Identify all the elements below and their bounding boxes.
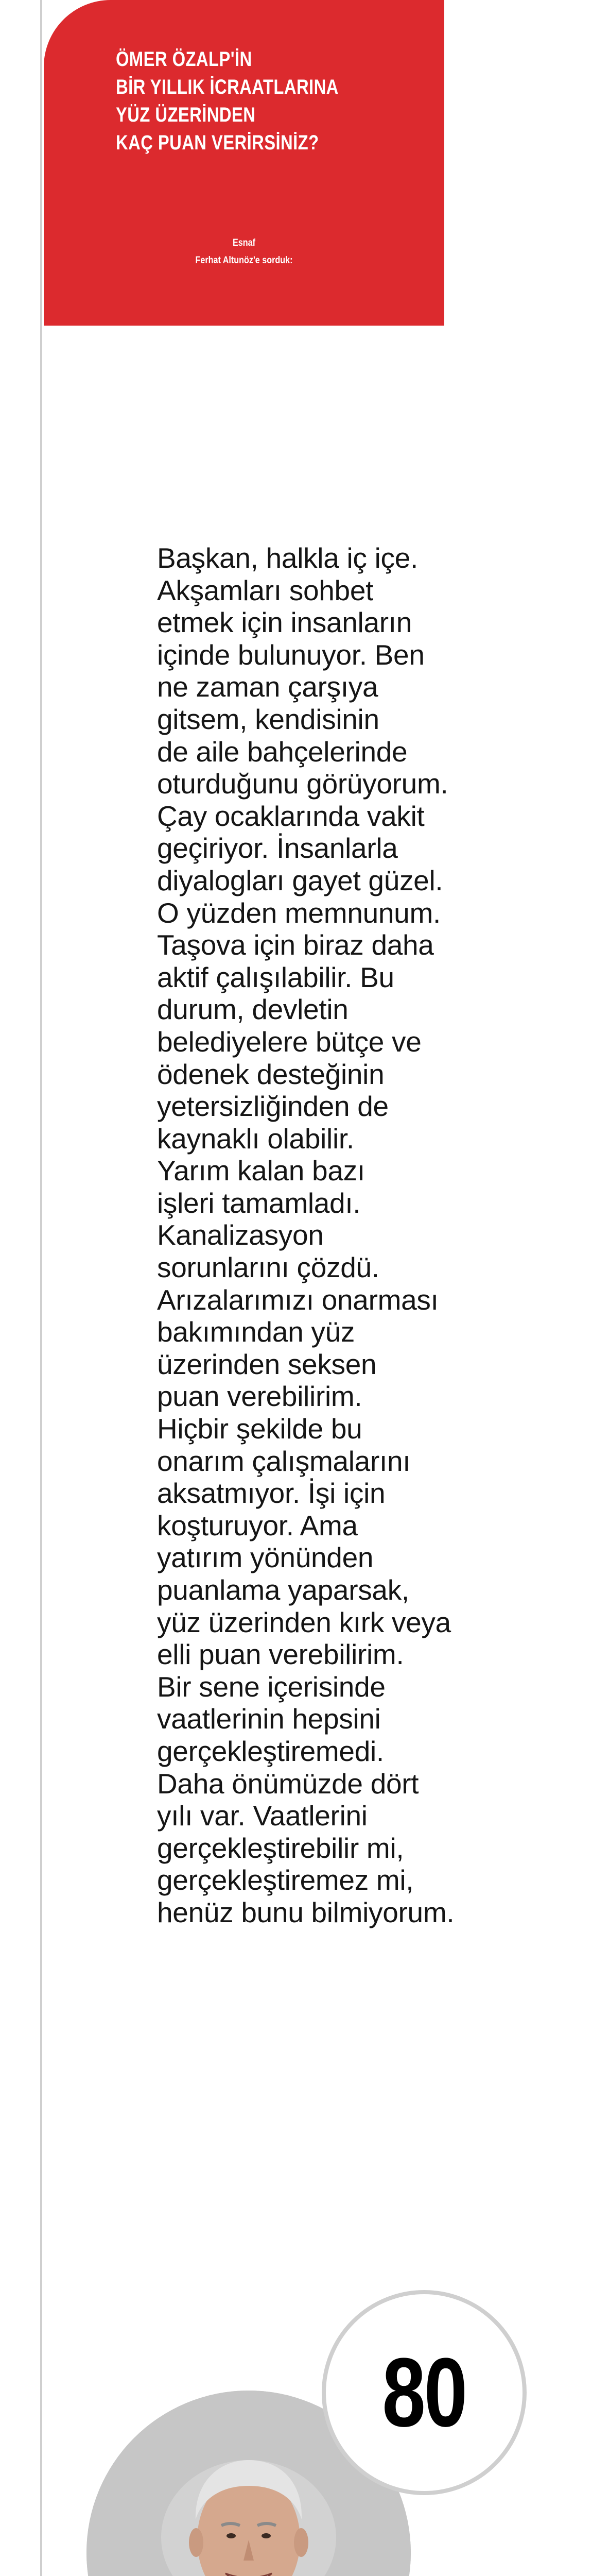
article-line: sorunlarını çözdü.	[157, 1251, 379, 1284]
article-line: aktif çalışılabilir. Bu	[157, 961, 394, 993]
article-line: gitsem, kendisinin	[157, 703, 379, 735]
article-line: elli puan verebilirim.	[157, 1638, 404, 1671]
interviewee-occupation: Esnaf	[233, 238, 255, 248]
article-line: henüz bunu bilmiyorum.	[157, 1896, 455, 1928]
article-line: üzerinden seksen	[157, 1348, 377, 1380]
article-line: Çay ocaklarında vakit	[157, 800, 425, 832]
article-line: yetersizliğinden de	[157, 1090, 389, 1123]
article-line: O yüzden memnunum.	[157, 896, 441, 929]
article-line: Akşamları sohbet	[157, 574, 374, 606]
article-body	[157, 542, 528, 1929]
article-line: Hiçbir şekilde bu	[157, 1413, 362, 1445]
article-line: diyalogları gayet güzel.	[157, 864, 443, 896]
article-line: kaynaklı olabilir.	[157, 1122, 354, 1155]
article-line: yılı var. Vaatlerini	[157, 1800, 368, 1832]
question-title: ÖMER ÖZALP'İN BİR YILLIK İCRAATLARINA YÜZ ÜZERİNDEN KAÇ PUAN VERİRSİNİZ?	[116, 48, 339, 154]
article-line: puanlama yaparsak,	[157, 1574, 409, 1606]
interviewee-info	[44, 234, 444, 269]
article-line: etmek için insanların	[157, 606, 412, 639]
interviewee-name: Ferhat Altunöz'e sorduk:	[195, 255, 293, 266]
article-line: belediyelere bütçe ve	[157, 1025, 422, 1058]
article-line: koşturuyor. Ama	[157, 1509, 358, 1541]
article-line: Yarım kalan bazı	[157, 1155, 365, 1187]
article-line: gerçekleştiremez mi,	[157, 1864, 414, 1896]
article-line: bakımından yüz	[157, 1316, 355, 1348]
article-line: geçiriyor. İnsanlarla	[157, 832, 398, 865]
article-line: Kanalizasyon	[157, 1219, 324, 1251]
article-line: vaatlerinin hepsini	[157, 1703, 381, 1735]
question-header	[44, 0, 444, 326]
article-line: ödenek desteğinin	[157, 1058, 385, 1090]
article-line: yatırım yönünden	[157, 1541, 374, 1574]
article-line: ne zaman çarşıya	[157, 671, 378, 703]
article-line: gerçekleştiremedi.	[157, 1735, 384, 1767]
article-line: gerçekleştirebilir mi,	[157, 1832, 404, 1864]
article-line: içinde bulunuyor. Ben	[157, 638, 425, 671]
article-line: de aile bahçelerinde	[157, 735, 408, 768]
article-line: Arızalarımızı onarması	[157, 1283, 439, 1316]
article-line: oturduğunu görüyorum.	[157, 768, 448, 800]
article-line: Bir sene içerisinde	[157, 1670, 386, 1703]
article-line: puan verebilirim.	[157, 1380, 362, 1413]
score-badge	[322, 2290, 527, 2495]
article-line: Taşova için biraz daha	[157, 929, 434, 961]
article-line: yüz üzerinden kırk veya	[157, 1606, 451, 1638]
article-line: aksatmıyor. İşi için	[157, 1477, 386, 1510]
page-edge-line	[40, 0, 42, 2576]
article-line: Daha önümüzde dört	[157, 1767, 419, 1800]
article-line: durum, devletin	[157, 993, 349, 1026]
article-line: onarım çalışmalarını	[157, 1445, 411, 1477]
article-line: işleri tamamladı.	[157, 1187, 361, 1219]
score-value: 80	[382, 2338, 466, 2447]
article-line: Başkan, halkla iç içe.	[157, 542, 418, 574]
